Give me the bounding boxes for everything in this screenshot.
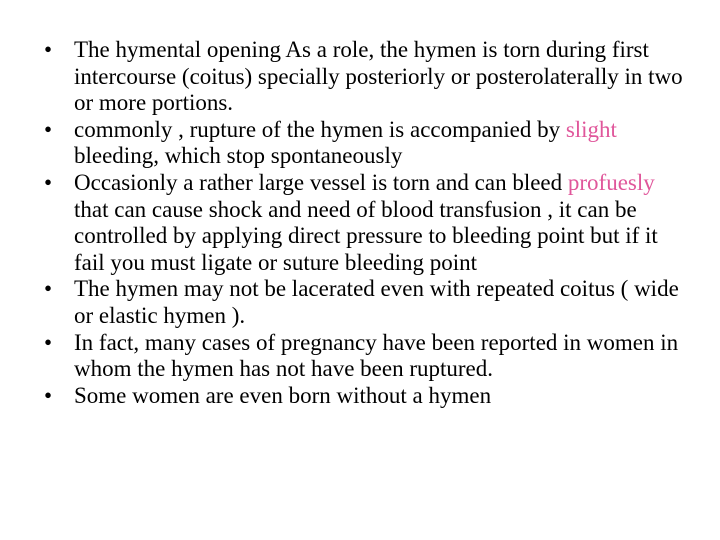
bullet-text: Some women are even born without a hymen	[74, 382, 492, 408]
bullet-text: commonly , rupture of the hymen is accompanied by	[74, 116, 566, 142]
bullet-dot-icon: •	[44, 276, 53, 302]
bullet-text: that can cause shock and need of blood transfusion , it can be controlled by applying direct pressure to bleeding point but if it fail you must ligate or suture bleeding point	[74, 196, 658, 275]
bullet-text: The hymental opening As a role, the hymen is torn during first intercourse (coitus) specially posteriorly or posterolaterally in two or more portions.	[74, 37, 683, 116]
bullet-list	[44, 37, 684, 409]
bullet-text: Occasionly a rather large vessel is torn and can bleed	[74, 169, 568, 195]
bullet-item	[44, 37, 684, 117]
bullet-text: In fact, many cases of pregnancy have been reported in women in whom the hymen has not have been ruptured.	[74, 329, 679, 382]
bullet-item	[44, 330, 684, 383]
bullet-dot-icon: •	[44, 116, 53, 142]
bullet-item	[44, 383, 684, 410]
bullet-dot-icon: •	[44, 37, 53, 62]
bullet-dot-icon: •	[44, 382, 53, 408]
bullet-item	[44, 276, 684, 329]
bullet-text: The hymen may not be lacerated even with repeated coitus ( wide or elastic hymen ).	[74, 276, 679, 328]
bullet-text: bleeding, which stop spontaneously	[74, 143, 403, 169]
highlighted-word: slight	[565, 116, 617, 142]
bullet-item	[44, 117, 684, 170]
bullet-dot-icon: •	[44, 169, 53, 195]
bullet-dot-icon: •	[44, 329, 53, 355]
highlighted-word: profuesly	[567, 169, 655, 195]
bullet-item	[44, 170, 684, 276]
